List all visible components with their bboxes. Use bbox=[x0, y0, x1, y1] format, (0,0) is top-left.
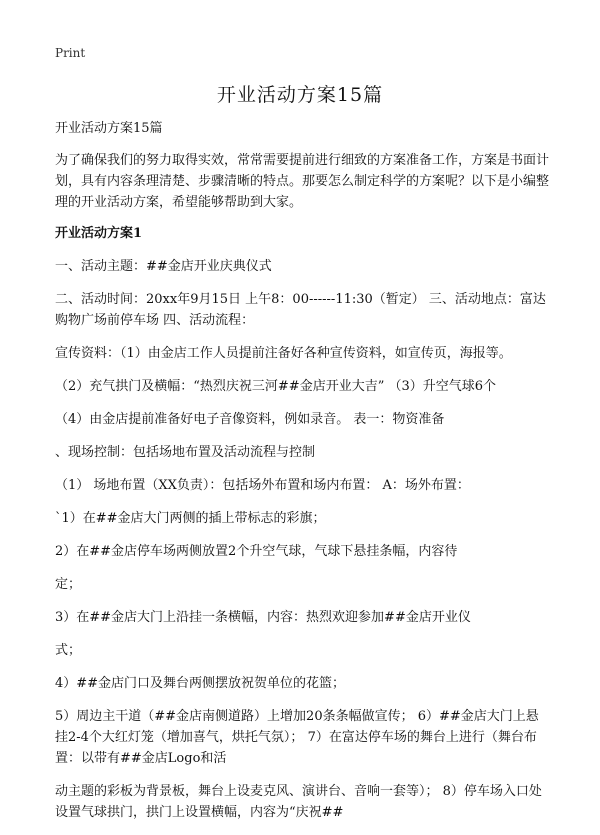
paragraph: 式； bbox=[55, 643, 82, 658]
paragraph: 5）周边主干道（##金店南侧道路）上增加20条条幅做宣传； 6）##金店大门上悬挂2-4个大红灯笼（增加喜气，烘托气氛）； 7）在富达停车场的舞台上进行（舞台布置：以带有##金店Logo和活 bbox=[55, 709, 539, 766]
paragraph: （1） 场地布置（XX负责）：包括场外布置和场内布置： A：场外布置： bbox=[55, 478, 470, 493]
intro-paragraph: 为了确保我们的努力取得实效，常常需要提前进行细致的方案准备工作，方案是书面计划，具有内容条理清楚、步骤清晰的特点。那要怎么制定科学的方案呢？以下是小编整理的开业活动方案，希望能够帮助到大家。 bbox=[55, 153, 550, 210]
paragraph: `1）在##金店大门两侧的插上带标志的彩旗； bbox=[55, 511, 326, 526]
paragraph: 动主题的彩板为背景板，舞台上设麦克风、演讲台、音响一套等）； 8）停车场入口处设置气球拱门，拱门上设置横幅，内容为“庆祝## bbox=[55, 784, 542, 820]
paragraph: 二、活动时间：20xx年9月15日 上午8：00------11:30（暂定） 三、活动地点：富达购物广场前停车场 四、活动流程： bbox=[55, 292, 546, 328]
paragraph: 2）在##金店停车场两侧放置2个升空气球，气球下悬挂条幅，内容待 bbox=[55, 544, 458, 559]
paragraph: 4）##金店门口及舞台两侧摆放祝贺单位的花篮； bbox=[55, 676, 346, 691]
page-title: 开业活动方案15篇 bbox=[216, 84, 384, 106]
paragraph: （4）由金店提前准备好电子音像资料，例如录音。 表一：物资准备 bbox=[55, 412, 445, 427]
paragraph: 一、活动主题：##金店开业庆典仪式 bbox=[55, 259, 272, 274]
paragraph: 、现场控制：包括场地布置及活动流程与控制 bbox=[55, 445, 316, 460]
paragraph: 宣传资料：（1）由金店工作人员提前注备好各种宣传资料，如宣传页，海报等。 bbox=[55, 346, 512, 361]
paragraph: 3）在##金店大门上沿挂一条横幅，内容：热烈欢迎参加##金店开业仪 bbox=[55, 610, 471, 625]
paragraph: （2）充气拱门及横幅：“热烈庆祝三河##金店开业大吉” （3）升空气球6个 bbox=[55, 379, 497, 394]
document-subtitle: 开业活动方案15篇 bbox=[55, 121, 163, 136]
paragraph: 定； bbox=[55, 577, 82, 592]
print-link[interactable]: Print bbox=[55, 46, 86, 60]
document-body bbox=[55, 118, 550, 835]
section-heading: 开业活动方案1 bbox=[55, 226, 143, 241]
